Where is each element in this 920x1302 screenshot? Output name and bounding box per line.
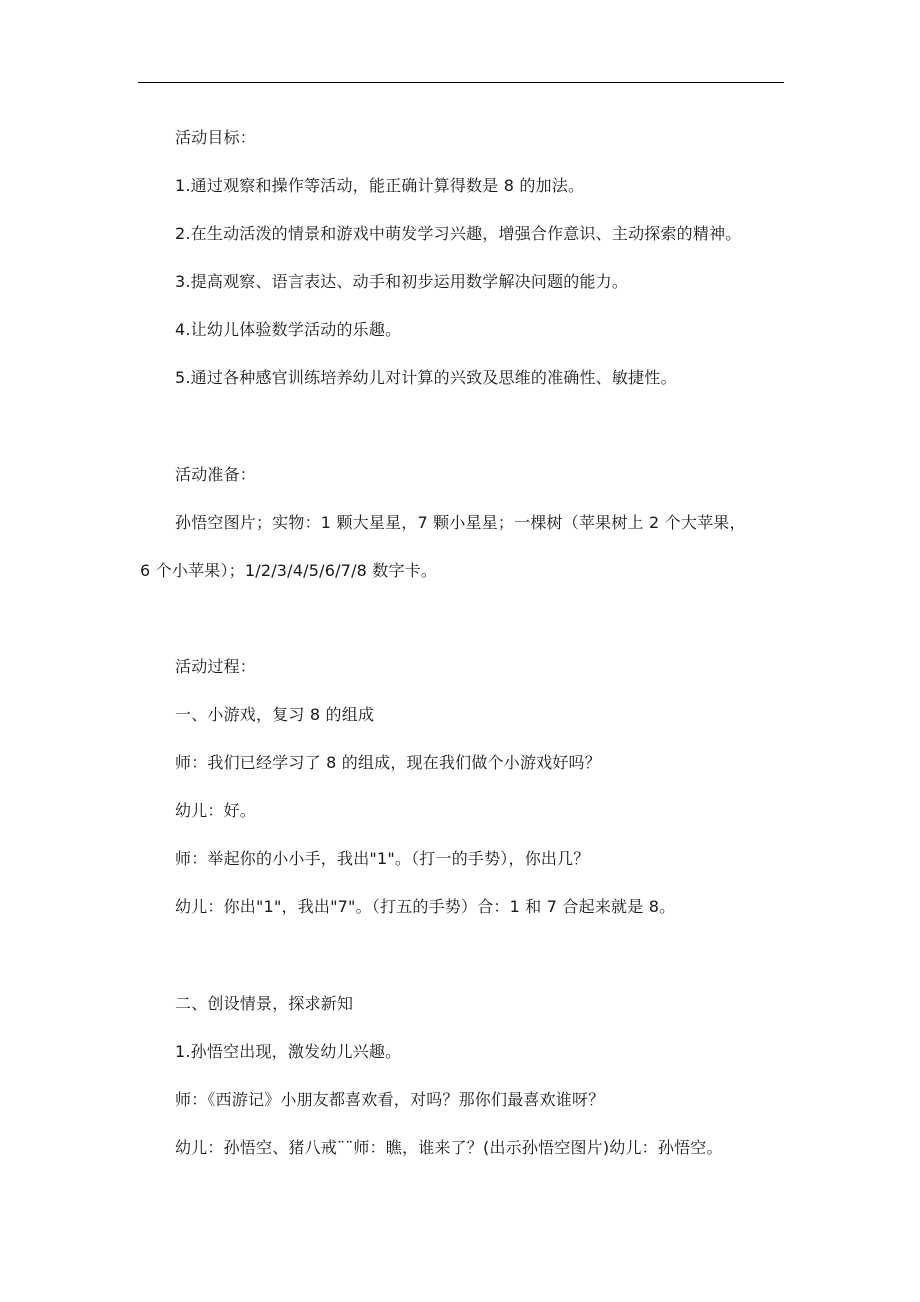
header-rule [138, 82, 784, 83]
part1-line-4: 幼儿：你出"1"，我出"7"。（打五的手势）合：1 和 7 合起来就是 8。 [175, 897, 676, 916]
prep-heading: 活动准备： [175, 465, 257, 484]
goal-item-4: 4.让幼儿体验数学活动的乐趣。 [175, 320, 402, 339]
prep-line-2: 6 个小苹果）；1/2/3/4/5/6/7/8 数字卡。 [140, 561, 438, 580]
goal-item-2: 2.在生动活泼的情景和游戏中萌发学习兴趣，增强合作意识、主动探索的精神。 [175, 224, 742, 243]
part1-line-1: 师：我们已经学习了 8 的组成，现在我们做个小游戏好吗？ [175, 753, 601, 772]
part2-line-1: 1.孙悟空出现，激发幼儿兴趣。 [175, 1042, 402, 1061]
prep-line-1: 孙悟空图片；实物：1 颗大星星，7 颗小星星；一棵树（苹果树上 2 个大苹果， [175, 513, 746, 532]
goal-item-1: 1.通过观察和操作等活动，能正确计算得数是 8 的加法。 [175, 176, 585, 195]
part2-line-2: 师：《西游记》小朋友都喜欢看，对吗？那你们最喜欢谁呀？ [175, 1090, 605, 1109]
goal-item-3: 3.提高观察、语言表达、动手和初步运用数学解决问题的能力。 [175, 272, 629, 291]
part2-line-3: 幼儿：孙悟空、猪八戒¨¨师：瞧，谁来了？(出示孙悟空图片)幼儿：孙悟空。 [175, 1138, 723, 1157]
goal-item-5: 5.通过各种感官训练培养幼儿对计算的兴致及思维的准确性、敏捷性。 [175, 368, 677, 387]
part1-line-2: 幼儿：好。 [175, 801, 257, 820]
goals-heading: 活动目标： [175, 128, 257, 147]
part1-line-3: 师：举起你的小小手，我出"1"。（打一的手势），你出几？ [175, 849, 590, 868]
part1-title: 一、小游戏，复习 8 的组成 [175, 705, 375, 724]
process-heading: 活动过程： [175, 657, 257, 676]
part2-title: 二、创设情景，探求新知 [175, 994, 354, 1013]
